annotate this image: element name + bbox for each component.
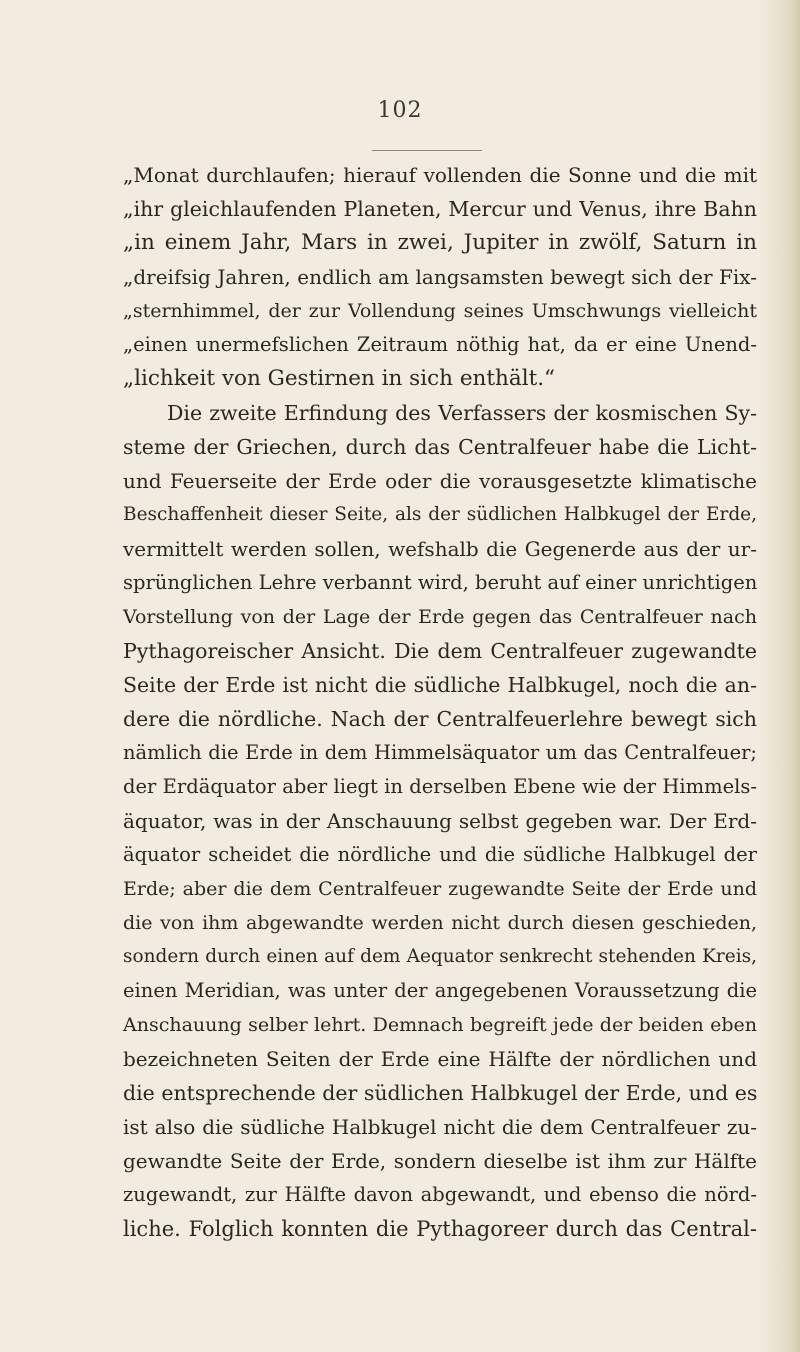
text-line: ist also die südliche Halbkugel nicht die dem Centralfeuer zu- <box>123 1115 757 1139</box>
text-line: Vorstellung von der Lage der Erde gegen das Centralfeuer nach <box>123 606 757 628</box>
text-line: und Feuerseite der Erde oder die vorausgesetzte klimatische <box>123 469 757 493</box>
text-line: „lichkeit von Gestirnen in sich enthält.“ <box>123 366 556 391</box>
text-line: die entsprechende der südlichen Halbkugel der Erde, und es <box>123 1081 758 1105</box>
text-line: bezeichneten Seiten der Erde eine Hälfte der nördlichen und <box>123 1047 757 1071</box>
text-line: „sternhimmel, der zur Vollendung seines Umschwungs vielleicht <box>123 300 757 322</box>
body-text <box>123 158 757 1246</box>
text-line: äquator scheidet die nördliche und die südliche Halbkugel der <box>123 843 757 866</box>
header-rule <box>372 150 482 151</box>
text-line: steme der Griechen, durch das Centralfeuer habe die Licht- <box>123 435 757 459</box>
text-line: der Erdäquator aber liegt in derselben Ebene wie der Himmels- <box>123 775 757 798</box>
text-line: sondern durch einen auf dem Aequator senkrecht stehenden Kreis, <box>123 946 757 967</box>
text-line: äquator, was in der Anschauung selbst gegeben war. Der Erd- <box>123 809 757 833</box>
text-line: „ihr gleichlaufenden Planeten, Mercur und Venus, ihre Bahn <box>123 197 757 221</box>
text-line: Beschaffenheit dieser Seite, als der südlichen Halbkugel der Erde, <box>123 504 757 525</box>
text-line: einen Meridian, was unter der angegebenen Voraussetzung die <box>123 979 757 1002</box>
text-line: Erde; aber die dem Centralfeuer zugewandte Seite der Erde und <box>123 878 757 900</box>
paragraph-first-line: Die zweite Erfindung des Verfassers der kosmischen Sy- <box>167 401 757 425</box>
text-line: „in einem Jahr, Mars in zwei, Jupiter in zwölf, Saturn in <box>123 230 757 255</box>
text-line: vermittelt werden sollen, wefshalb die Gegenerde aus der ur- <box>123 537 757 561</box>
text-line: die von ihm abgewandte werden nicht durch diesen geschieden, <box>123 912 757 934</box>
text-line: „dreifsig Jahren, endlich am langsamsten bewegt sich der Fix- <box>123 265 757 289</box>
text-line: nämlich die Erde in dem Himmelsäquator um das Centralfeuer; <box>123 741 757 764</box>
text-line: Pythagoreischer Ansicht. Die dem Centralfeuer zugewandte <box>123 639 757 663</box>
text-line: gewandte Seite der Erde, sondern dieselbe ist ihm zur Hälfte <box>123 1149 757 1173</box>
text-line: liche. Folglich konnten die Pythagoreer durch das Central- <box>123 1217 757 1241</box>
page-number: 102 <box>377 98 423 123</box>
text-line: sprünglichen Lehre verbannt wird, beruht auf einer unrichtigen <box>123 571 758 594</box>
text-line: zugewandt, zur Hälfte davon abgewandt, und ebenso die nörd- <box>123 1183 757 1206</box>
text-line: Anschauung selber lehrt. Demnach begreift jede der beiden eben <box>123 1014 757 1036</box>
text-line: Seite der Erde ist nicht die südliche Halbkugel, noch die an- <box>123 673 757 697</box>
text-line: „einen unermefslichen Zeitraum nöthig hat, da er eine Unend- <box>123 333 757 356</box>
text-line: „Monat durchlaufen; hierauf vollenden die Sonne und die mit <box>123 163 757 187</box>
text-line: dere die nördliche. Nach der Centralfeuerlehre bewegt sich <box>123 707 757 731</box>
